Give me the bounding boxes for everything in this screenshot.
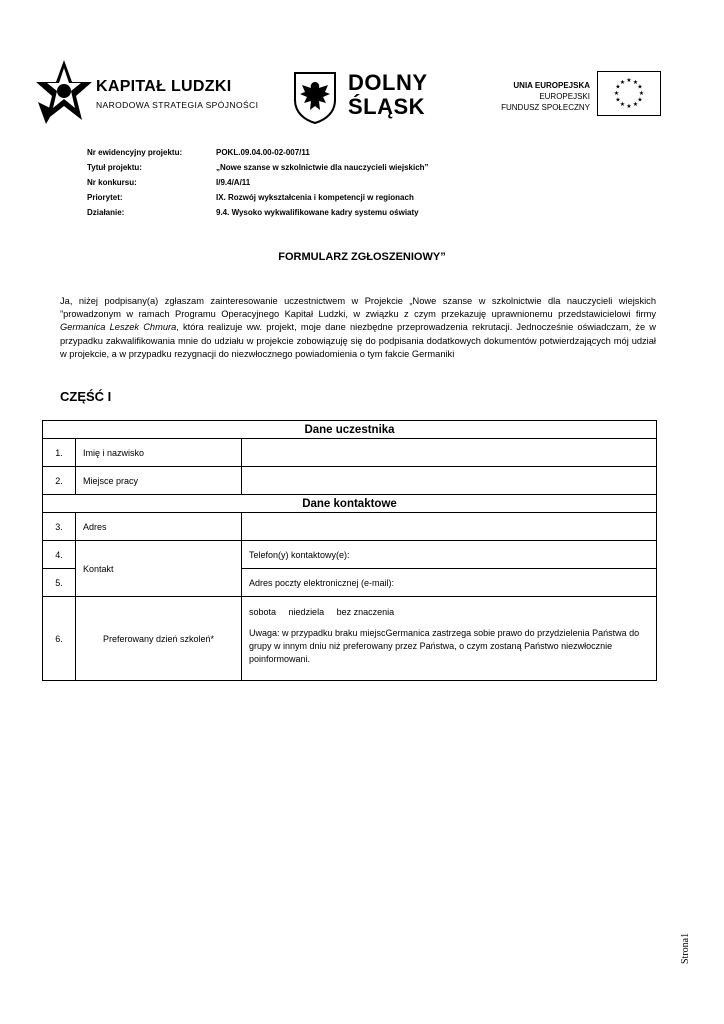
svg-text:★: ★	[632, 79, 639, 86]
info-row	[87, 190, 429, 205]
field-label-preferred-day: Preferowany dzień szkoleń*	[76, 597, 242, 681]
row-number: 5.	[43, 569, 76, 597]
eu-text-block	[478, 80, 590, 113]
email-input-cell[interactable]: Adres poczty elektronicznej (e-mail):	[242, 569, 657, 597]
svg-text:★: ★	[613, 90, 620, 97]
eu-line1: UNIA EUROPEJSKA	[513, 81, 590, 90]
dolny-slask-logo	[292, 70, 452, 126]
preferred-day-cell	[242, 597, 657, 681]
field-label-workplace: Miejsce pracy	[76, 467, 242, 495]
svg-text:★: ★	[619, 101, 626, 108]
declaration-company: Germanica Leszek Chmura	[60, 322, 177, 333]
dolny-slask-line2: ŚLĄSK	[348, 94, 426, 119]
kapital-ludzki-title: KAPITAŁ LUDZKI	[96, 78, 232, 95]
field-label-address: Adres	[76, 513, 242, 541]
svg-text:★: ★	[637, 83, 643, 91]
dolny-slask-line1: DOLNY	[348, 70, 428, 95]
part-title: CZĘŚĆ I	[60, 389, 112, 404]
row-number: 2.	[43, 467, 76, 495]
field-label-name: Imię i nazwisko	[76, 439, 242, 467]
info-value: IX. Rozwój wykształcenia i kompetencji w regionach	[216, 193, 414, 202]
info-label: Nr ewidencyjny projektu:	[87, 148, 183, 157]
svg-text:★: ★	[638, 90, 645, 97]
page-number-text: Strona1	[680, 932, 691, 964]
kapital-ludzki-logo	[34, 58, 259, 128]
page-number	[680, 904, 694, 964]
address-input-cell[interactable]	[242, 513, 657, 541]
info-label: Priorytet:	[87, 193, 123, 202]
preferred-day-note: Uwaga: w przypadku braku miejscGermanica zastrzega sobie prawo do przydzielenia Państwa do grupy w innym dniu niż preferowany przez Państwa, o czym zostaną Państwo niezwłocznie poinformowani.	[249, 628, 640, 664]
row-number: 6.	[43, 597, 76, 681]
declaration-part1: Ja, niżej podpisany(a) zgłaszam zainteresowanie uczestnictwem w Projekcie „Nowe szanse w szkolnictwie dla nauczycieli wiejskich ”prowadzonym w ramach Programu Operacyjnego Kapitał Ludzki, w związku z czym przekazuję uprawnionemu przedstawicielowi firmy	[60, 296, 656, 320]
section-participant-data: Dane uczestnika	[43, 421, 657, 439]
svg-text:★: ★	[615, 96, 621, 104]
info-value: POKL.09.04.00-02-007/11	[216, 148, 310, 157]
row-number: 4.	[43, 541, 76, 569]
info-label: Nr konkursu:	[87, 178, 137, 187]
info-row	[87, 175, 429, 190]
option-saturday[interactable]: sobota	[249, 607, 277, 617]
form-title: FORMULARZ ZGŁOSZENIOWY”	[278, 251, 446, 263]
workplace-input-cell[interactable]	[242, 467, 657, 495]
svg-text:★: ★	[626, 103, 632, 110]
kapital-ludzki-star-icon	[34, 58, 94, 128]
row-number: 3.	[43, 513, 76, 541]
info-value: „Nowe szanse w szkolnictwie dla nauczycieli wiejskich”	[216, 163, 429, 172]
option-no-preference[interactable]: bez znaczenia	[336, 607, 395, 617]
field-label-contact: Kontakt	[76, 541, 242, 597]
eu-flag-icon	[597, 71, 661, 116]
info-value: 9.4. Wysoko wykwalifikowane kadry systemu oświaty	[216, 208, 419, 217]
kapital-ludzki-subtitle: NARODOWA STRATEGIA SPÓJNOŚCI	[96, 100, 259, 110]
info-row	[87, 160, 429, 175]
phone-input-cell[interactable]: Telefon(y) kontaktowy(e):	[242, 541, 657, 569]
svg-text:★: ★	[632, 101, 639, 108]
name-input-cell[interactable]	[242, 439, 657, 467]
form-table	[42, 420, 656, 681]
svg-text:★: ★	[637, 96, 643, 104]
svg-text:★: ★	[615, 83, 621, 91]
eu-line3: FUNDUSZ SPOŁECZNY	[501, 103, 590, 112]
section-contact-data: Dane kontaktowe	[43, 495, 657, 513]
info-row	[87, 205, 429, 220]
declaration-paragraph	[60, 295, 656, 361]
eu-stars-icon	[598, 72, 660, 115]
info-row	[87, 145, 429, 160]
option-sunday[interactable]: niedziela	[288, 607, 325, 617]
info-label: Tytuł projektu:	[87, 163, 142, 172]
info-label: Działanie:	[87, 208, 125, 217]
info-value: I/9.4/A/11	[216, 178, 251, 187]
svg-text:★: ★	[619, 79, 626, 86]
row-number: 1.	[43, 439, 76, 467]
eagle-crest-icon	[292, 70, 338, 124]
eu-line2: EUROPEJSKI	[539, 92, 590, 101]
day-options	[249, 607, 656, 617]
declaration-part2: , która realizuje ww. projekt, moje dane niezbędne przeprowadzenia rekrutacji. Jednocześnie oświadczam, że w przypadku zakwalifikowania mnie do udziału w projekcie zobowiązuję się do podpisania dodatkowych dokumentów potwierdzających mój udział w projekcie, a w przypadku rezygnacji do niezwłocznego powiadomienia o tym fakcie Germaniki	[60, 322, 656, 359]
project-info	[87, 145, 429, 220]
svg-text:★: ★	[626, 77, 632, 84]
